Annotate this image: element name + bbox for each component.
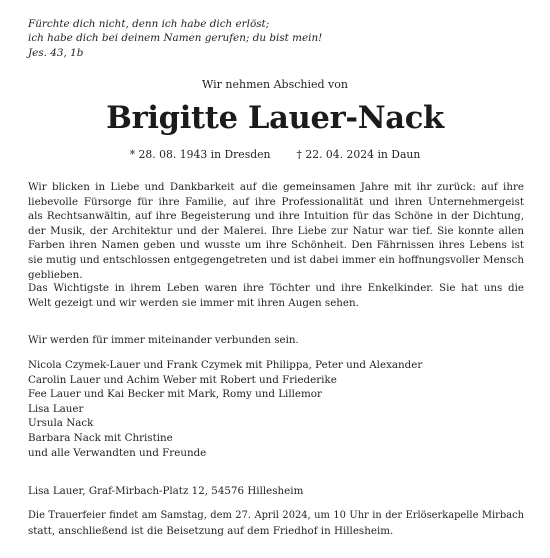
connection-statement: Wir werden für immer miteinander verbunden sein. [28, 334, 299, 346]
life-dates [0, 148, 550, 161]
mourner-entry: Ursula Nack [28, 417, 94, 430]
death-date: † 22. 04. 2024 in Daun [296, 148, 421, 161]
paragraph-line: Wir blicken in Liebe und Dankbarkeit auf die gemeinsamen Jahre mit ihr zurück: auf ihre [28, 181, 524, 193]
funeral-details [28, 509, 524, 538]
mourner-entry: Carolin Lauer und Achim Weber mit Robert und Friederike [28, 373, 337, 386]
paragraph-line: liebevolle Fürsorge für ihre Familie, auf ihre Professionalität und ihren Unternehmergeist [28, 195, 524, 208]
mourners-list [28, 358, 524, 460]
family-paragraph [28, 281, 524, 310]
paragraph-line: sie mutig und entschlossen entgegengetreten und ist dabei immer ein hoffnungsvoller Mensch [28, 253, 524, 266]
paragraph-line: als Rechtsanwältin, auf ihre Begeisterung und ihre Intuition für das Schöne in der Dichtung, [28, 210, 524, 223]
deceased-name: Brigitte Lauer-Nack [106, 100, 444, 136]
mourner-entry: Barbara Nack mit Christine [28, 431, 173, 444]
farewell-heading: Wir nehmen Abschied von [202, 78, 348, 91]
mourner-entry: Fee Lauer und Kai Becker mit Mark, Romy und Lillemor [28, 388, 322, 401]
paragraph-line: Das Wichtigste in ihrem Leben waren ihre Töchter und ihre Enkelkinder. Sie hat uns die [28, 282, 524, 294]
verse-line: Fürchte dich nicht, denn ich habe dich erlöst; [28, 18, 270, 30]
address-line: Lisa Lauer, Graf-Mirbach-Platz 12, 54576 Hillesheim [28, 485, 304, 497]
birth-date: * 28. 08. 1943 in Dresden [129, 148, 271, 161]
paragraph-line: statt, anschließend ist die Beisetzung auf dem Friedhof in Hillesheim. [28, 524, 394, 537]
bible-verse [28, 17, 322, 60]
verse-line: ich habe dich bei deinem Namen gerufen; du bist mein! [28, 32, 323, 45]
paragraph-line: Welt gezeigt und wir werden sie immer mit ihren Augen sehen. [28, 296, 359, 309]
paragraph-line: geblieben. [28, 268, 83, 281]
paragraph-line: der Musik, der Architektur und der Malerei. Ihre Liebe zur Natur war tief. Sie konnte allen [28, 224, 524, 237]
tribute-paragraph [28, 180, 524, 282]
verse-reference: Jes. 43, 1b [28, 46, 84, 59]
paragraph-line: Die Trauerfeier findet am Samstag, dem 27. April 2024, um 10 Uhr in der Erlöserkapelle Mirbach [28, 510, 524, 521]
paragraph-line: Farben ihren Namen geben und wusste um ihre Schönheit. Den Fährnissen ihres Lebens ist [28, 239, 524, 252]
mourner-entry: Lisa Lauer [28, 402, 84, 415]
mourner-entry: und alle Verwandten und Freunde [28, 446, 207, 459]
contact-address [28, 484, 524, 499]
mourner-entry: Nicola Czymek-Lauer und Frank Czymek mit Philippa, Peter und Alexander [28, 359, 423, 371]
